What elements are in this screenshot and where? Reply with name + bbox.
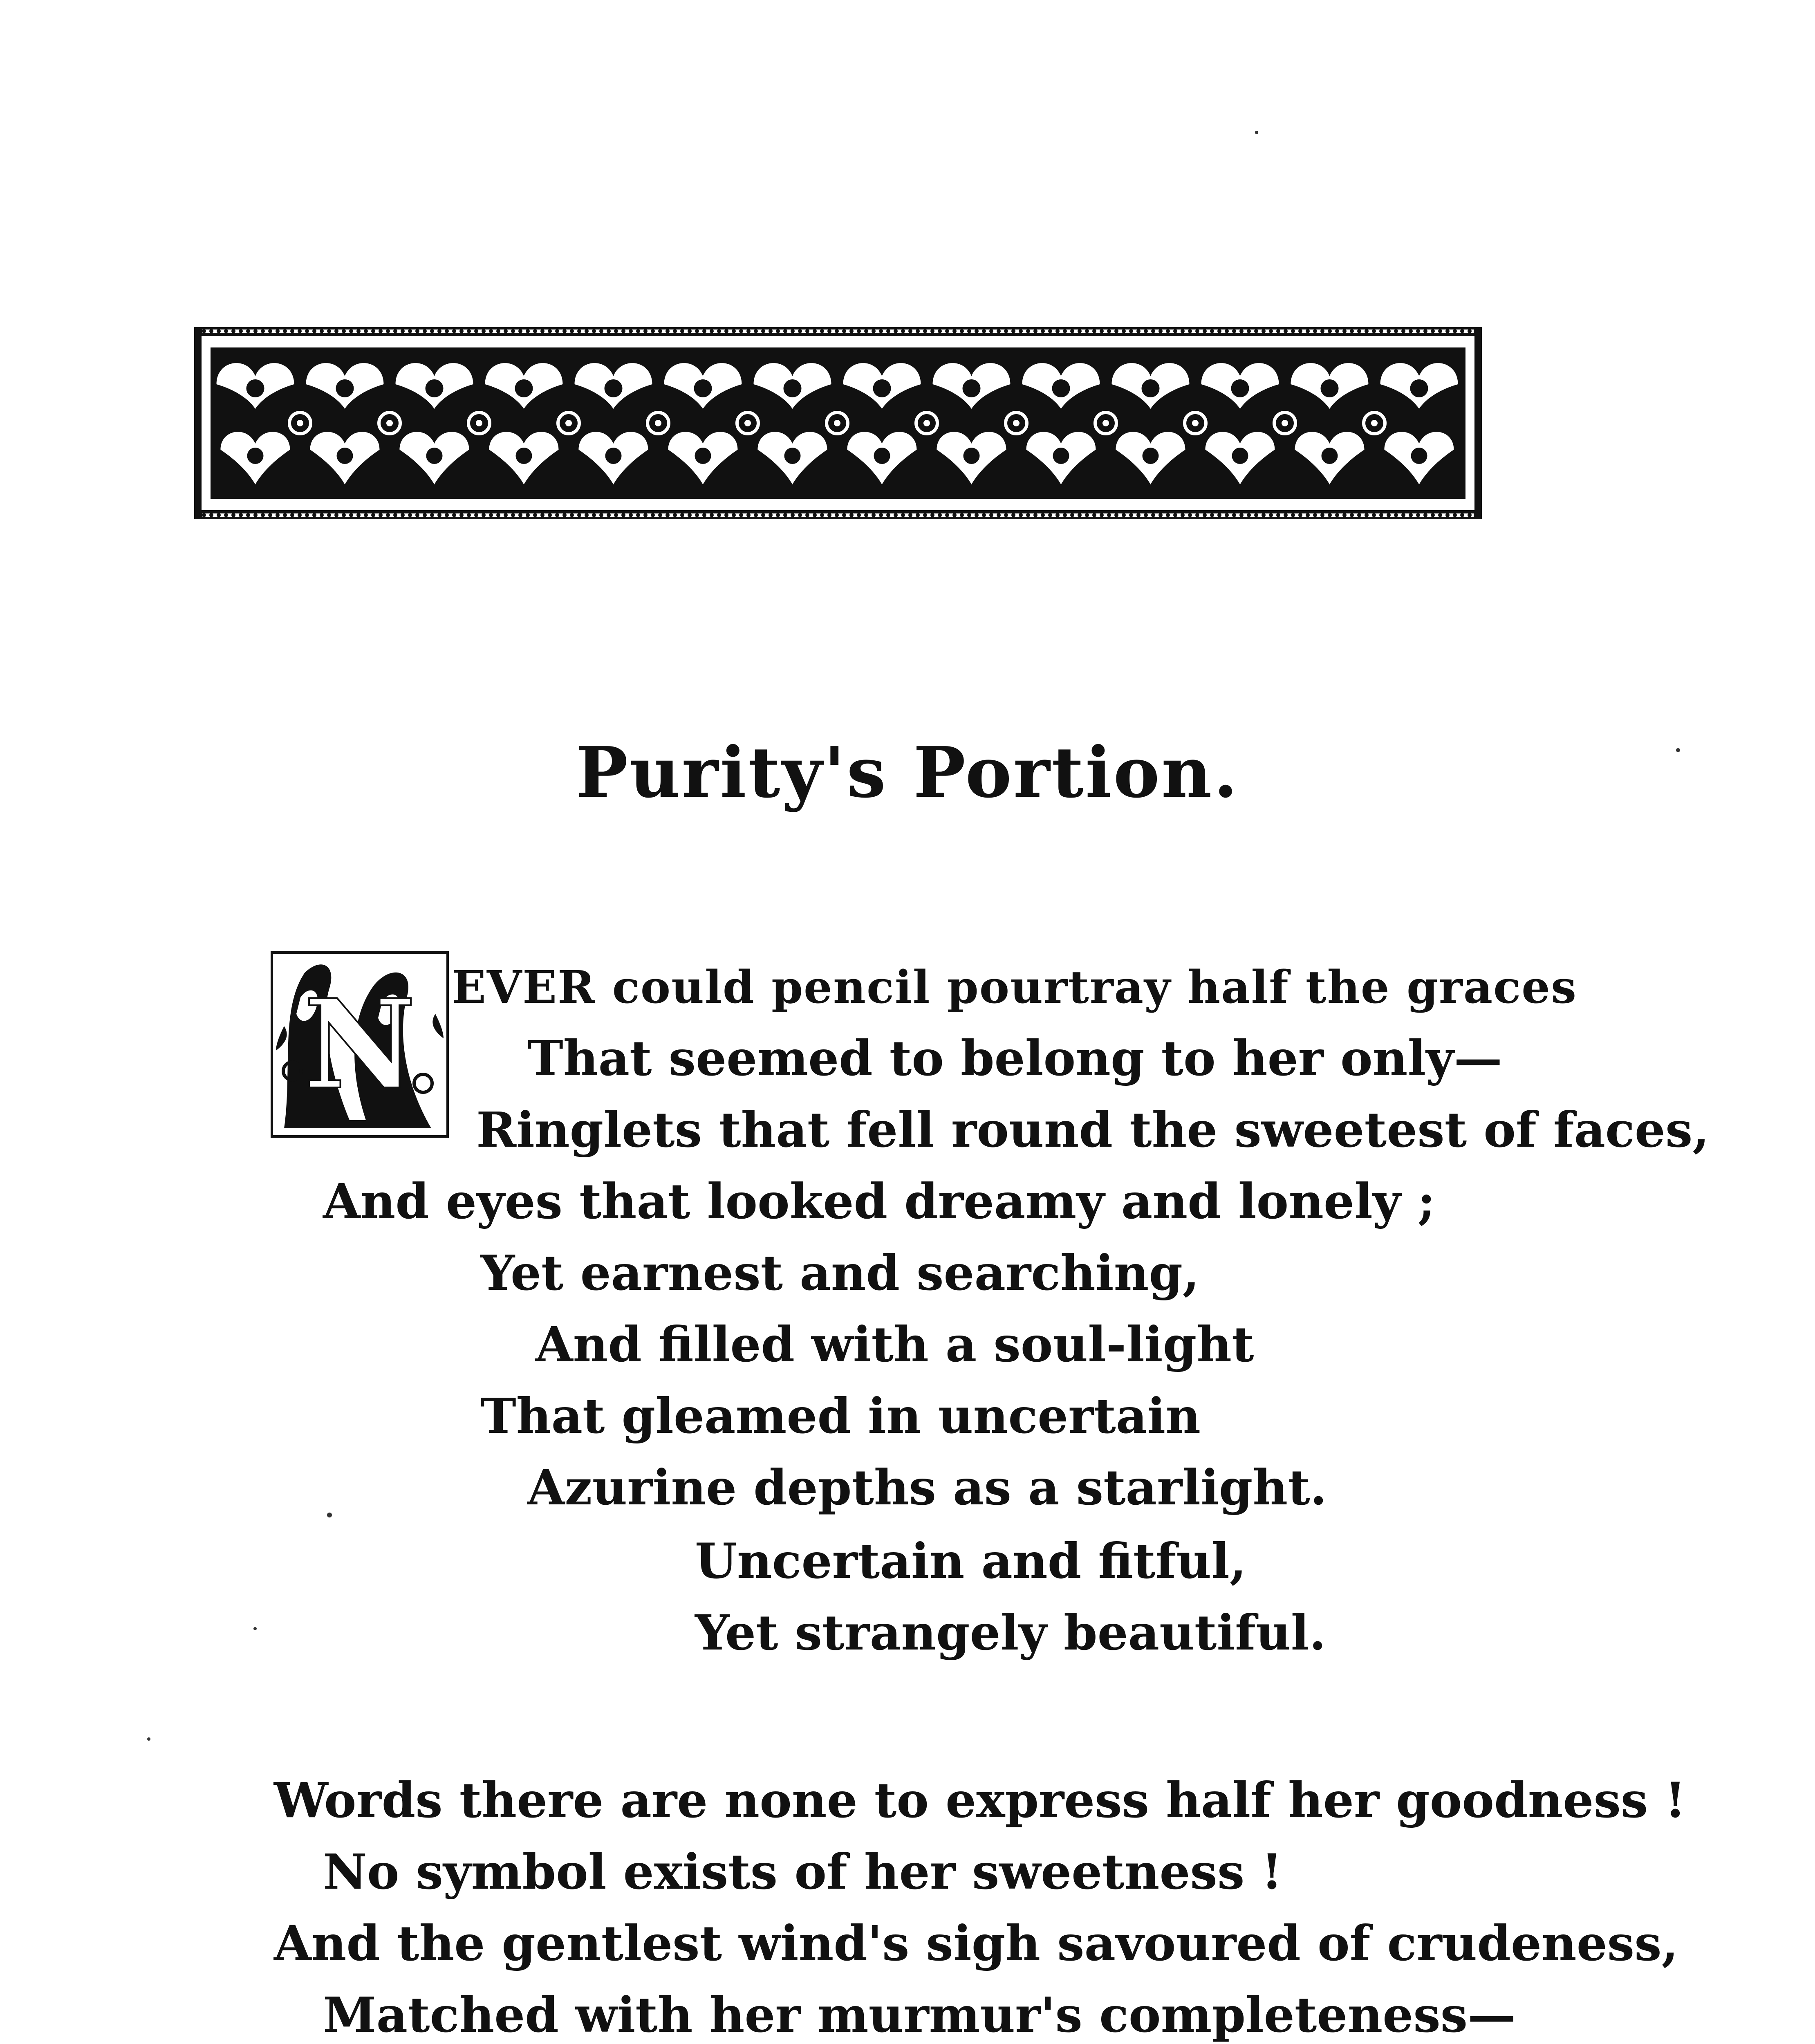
stanza1-line2: That seemed to belong to her only— [527,1030,1502,1087]
ornament-border-graphic [194,327,1482,519]
stanza1-line4: And eyes that looked dreamy and lonely ; [323,1173,1436,1230]
stanza1-line5: Yet earnest and searching, [480,1244,1200,1301]
print-speck [1676,748,1680,752]
illuminated-drop-cap [268,948,452,1141]
print-speck [147,1737,150,1741]
stanza2-line1: Words there are none to express half her goodness ! [274,1772,1686,1829]
ornamental-header-band [194,327,1482,519]
poem-title: Purity's Portion. [576,732,1239,814]
stanza1-line7: That gleamed in uncertain [480,1387,1201,1444]
stanza1-line1: EVER could pencil pourtray half the graces [452,961,1577,1013]
print-speck [253,1627,257,1630]
stanza2-line2: No symbol exists of her sweetness ! [323,1843,1283,1900]
stanza1-line3: Ringlets that fell round the sweetest of faces, [476,1101,1710,1158]
print-speck [1255,131,1258,134]
stanza1-line9: Uncertain and fitful, [695,1533,1247,1589]
stanza2-line4: Matched with her murmur's completeness— [323,1986,1516,2043]
stanza1-line10: Yet strangely beautiful. [695,1604,1326,1661]
stanza1-line6: And filled with a soul-light [536,1316,1254,1373]
drop-cap-letter: N [303,972,416,1116]
print-speck [327,1513,332,1517]
stanza1-line8: Azurine depths as a starlight. [527,1459,1327,1516]
stanza2-line3: And the gentlest wind's sigh savoured of crudeness, [274,1915,1678,1972]
